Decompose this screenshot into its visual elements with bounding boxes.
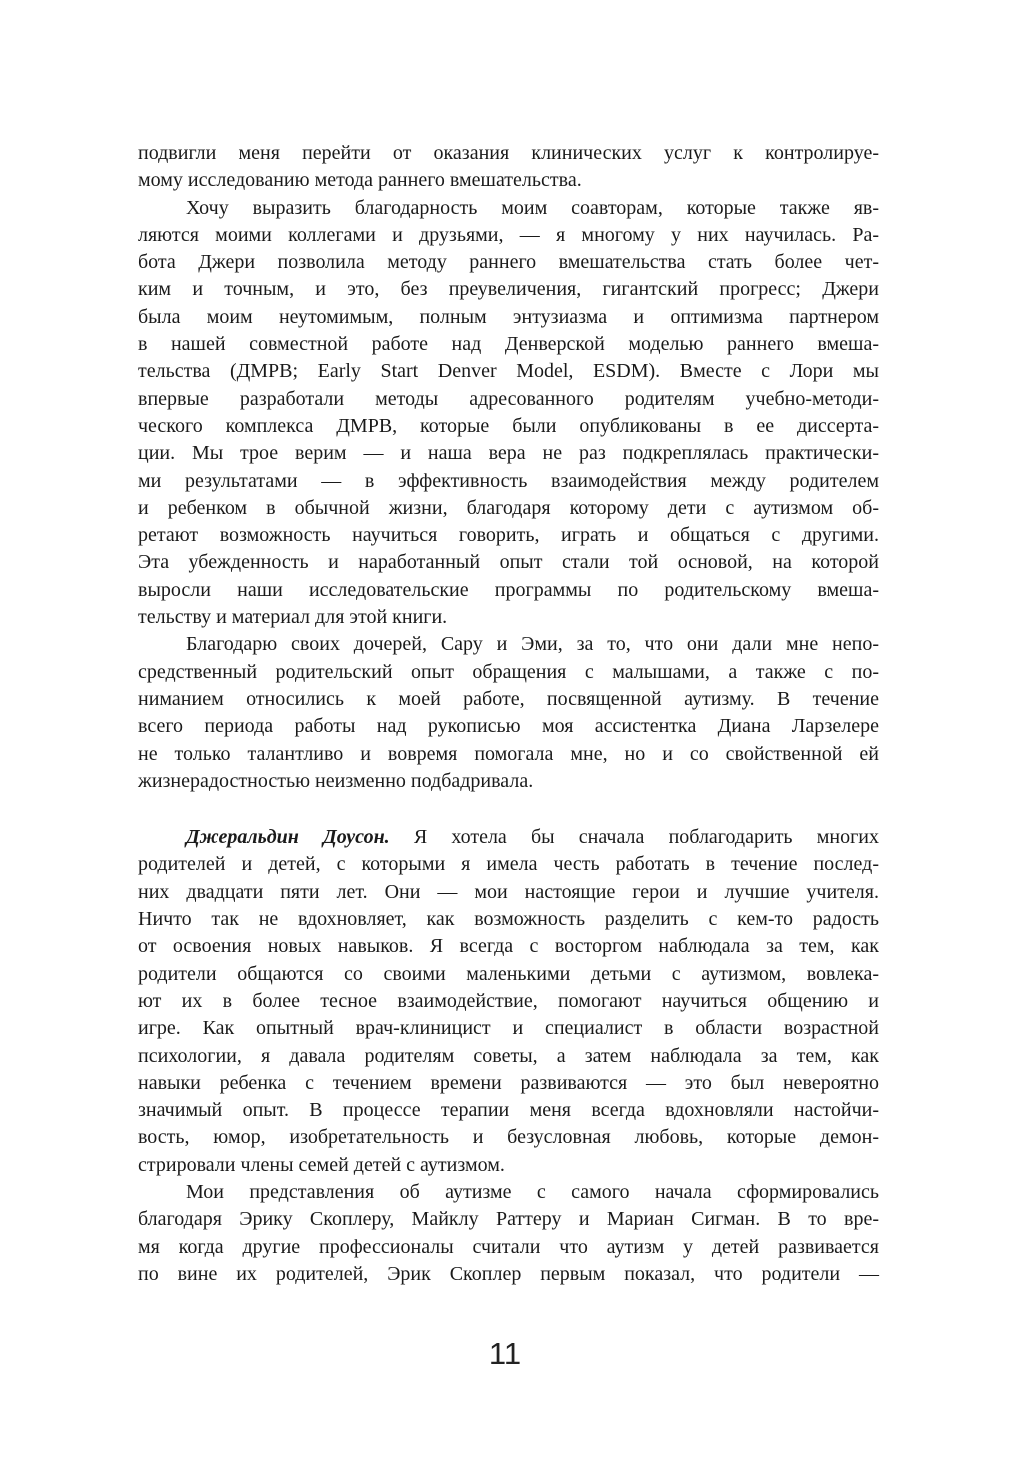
text-line: Ничто так не вдохновляет, как возможность разделить с кем-то радость — [138, 908, 879, 931]
page-number: 11 — [488, 1336, 522, 1371]
text-line — [138, 824, 879, 851]
text-line: стрировали члены семей детей с аутизмом. — [138, 1153, 505, 1176]
text-line: по вине их родителей, Эрик Скоплер первым показал, что родители — — [138, 1262, 879, 1285]
text-line: бота Джери позволила методу раннего вмешательства стать более чет- — [138, 251, 879, 274]
text-line: от освоения новых навыков. Я всегда с восторгом наблюдала за тем, как — [138, 935, 879, 958]
text-line: ми результатами — в эффективность взаимодействия между родителем — [138, 469, 879, 492]
text-line: благодаря Эрику Скоплеру, Майклу Раттеру и Мариан Сигман. В то вре- — [138, 1208, 879, 1231]
text-line: тельства (ДМРВ; Early Start Denver Model, ESDM). Вместе с Лори мы — [138, 360, 879, 383]
paragraph-dawson — [138, 824, 879, 1179]
text-line: жизнерадостностью неизменно подбадривала. — [138, 769, 534, 792]
text-line: Благодарю своих дочерей, Сару и Эми, за то, что они дали мне непо- — [186, 633, 879, 656]
paragraph-daughters — [138, 631, 879, 795]
text-line: игре. Как опытный врач-клиницист и специалист в области возрастной — [138, 1017, 879, 1040]
text-line: них двадцати пяти лет. Они — мои настоящие герои и лучшие учителя. — [138, 880, 879, 903]
text-line: навыки ребенка с течением времени развиваются — это был невероятно — [138, 1071, 879, 1094]
text-line: мому исследованию метода раннего вмешательства. — [138, 169, 582, 192]
paragraph-influences — [138, 1179, 879, 1288]
text-line: и ребенком в обычной жизни, благодаря которому дети с аутизмом об- — [138, 496, 879, 519]
text-line: всего периода работы над рукописью моя ассистентка Диана Ларзелере — [138, 715, 879, 738]
text-line: тельству и материал для этой книги. — [138, 606, 448, 629]
text-line: Мои представления об аутизме с самого начала сформировались — [186, 1180, 879, 1203]
text-line: подвигли меня перейти от оказания клинических услуг к контролируе- — [138, 142, 879, 164]
text-line: средственный родительский опыт обращения с малышами, а также с по- — [138, 660, 879, 683]
text-line: ким и точным, и это, без преувеличения, гигантский прогресс; Джери — [138, 278, 879, 301]
page-body — [138, 140, 879, 1288]
text-line: родители общаются со своими маленькими детьми с аутизмом, вовлека- — [138, 962, 879, 985]
paragraph-continuation — [138, 140, 879, 195]
text-line: ции. Мы трое верим — и наша вера не раз подкреплялась практически- — [138, 442, 879, 465]
text-line: Хочу выразить благодарность моим соавторам, которые также яв- — [186, 196, 879, 219]
text-line: Эта убежденность и наработанный опыт стали той основой, на которой — [138, 551, 879, 574]
text-line: выросли наши исследовательские программы по родительскому вмеша- — [138, 578, 879, 601]
text-line: в нашей совместной работе над Денверской моделью раннего вмеша- — [138, 333, 879, 356]
text-line: ют их в более тесное взаимодействие, помогают научиться общению и — [138, 989, 879, 1012]
author-name: Джеральдин Доусон. — [186, 826, 390, 849]
text-line: мя когда другие профессионалы считали что аутизм у детей развивается — [138, 1235, 879, 1258]
paragraph-coauthors — [138, 195, 879, 632]
text-line: не только талантливо и вовремя помогала мне, но и со свойственной ей — [138, 742, 879, 765]
text-line: впервые разработали методы адресованного родителям учебно-методи- — [138, 387, 879, 410]
text-line: вость, юмор, изобретательность и безусловная любовь, которые демон- — [138, 1126, 879, 1149]
text-line: значимый опыт. В процессе терапии меня всегда вдохновляли настойчи- — [138, 1099, 879, 1122]
text-line: ческого комплекса ДМРВ, которые были опубликованы в ее диссерта- — [138, 414, 879, 437]
text-line: ретают возможность научиться говорить, играть и общаться с другими. — [138, 524, 879, 547]
section-gap — [138, 795, 879, 824]
text-line: ниманием относились к моей работе, посвященной аутизму. В течение — [138, 687, 879, 710]
text-run: Я хотела бы сначала поблагодарить многих — [389, 826, 879, 849]
text-line: была моим неутомимым, полным энтузиазма и оптимизма партнером — [138, 305, 879, 328]
text-line: психологии, я давала родителям советы, а затем наблюдала за тем, как — [138, 1044, 879, 1067]
text-line: ляются моими коллегами и друзьями, — я многому у них научилась. Ра- — [138, 223, 879, 246]
text-line: родителей и детей, с которыми я имела честь работать в течение послед- — [138, 853, 879, 876]
